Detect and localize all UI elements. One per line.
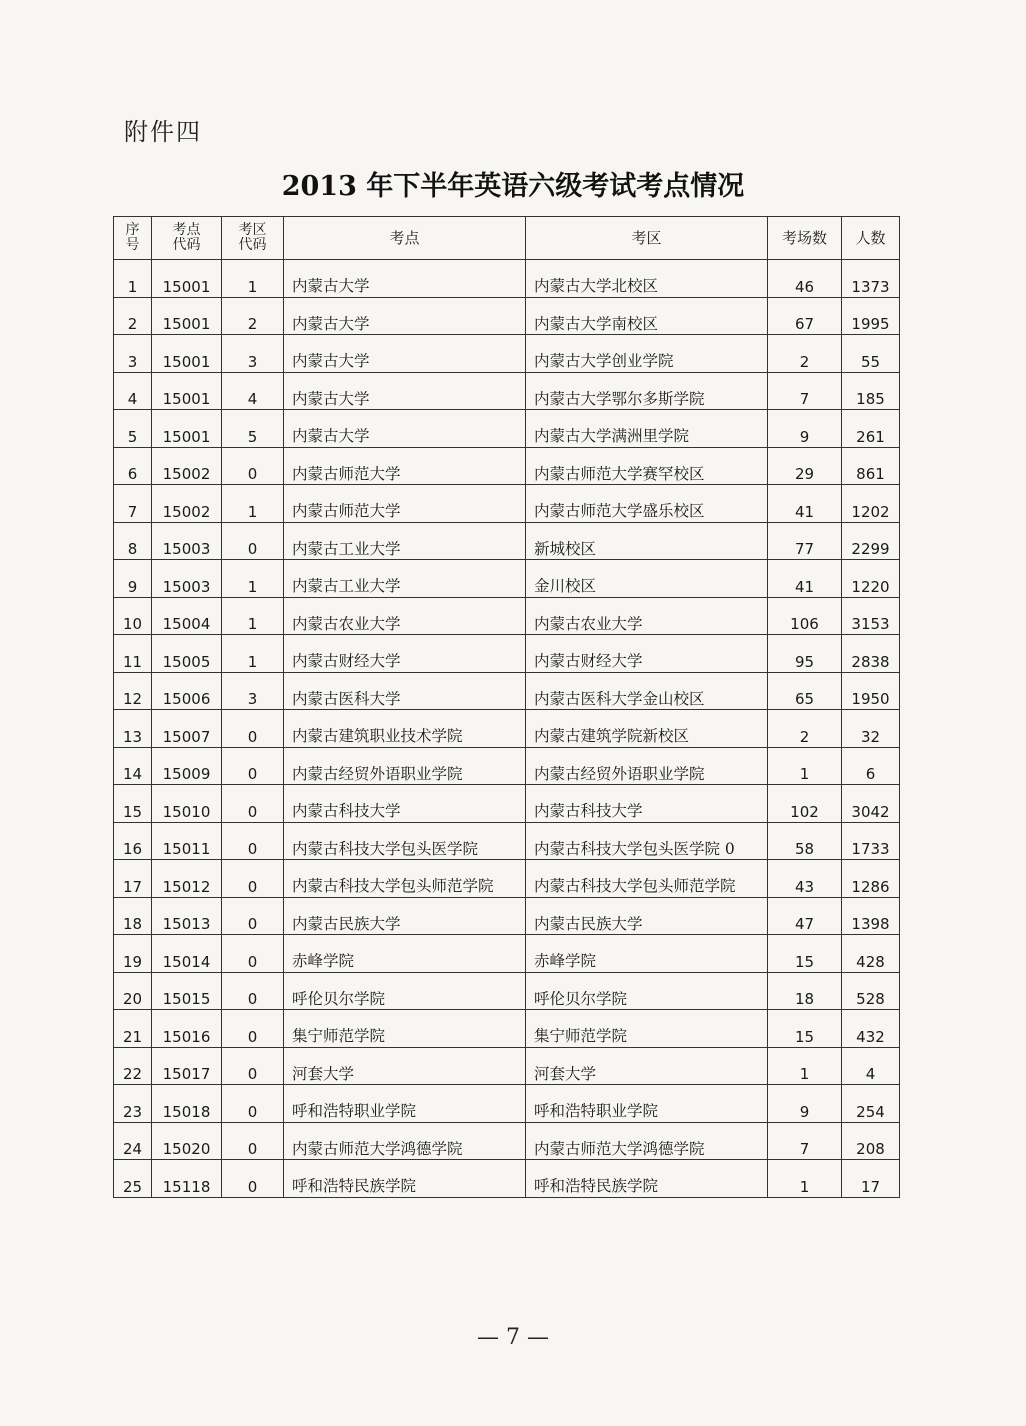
table-row xyxy=(114,560,900,598)
cell-people: 17 xyxy=(842,1160,900,1198)
cell-rooms: 2 xyxy=(768,710,842,748)
cell-area-code: 0 xyxy=(222,447,284,485)
table-row xyxy=(114,597,900,635)
cell-site: 内蒙古大学 xyxy=(284,410,526,448)
table-row xyxy=(114,1010,900,1048)
cell-area: 内蒙古大学鄂尔多斯学院 xyxy=(526,372,768,410)
cell-people: 432 xyxy=(842,1010,900,1048)
table-header-row xyxy=(114,217,900,260)
cell-site-code: 15020 xyxy=(152,1122,222,1160)
cell-area-code: 1 xyxy=(222,635,284,673)
cell-people: 4 xyxy=(842,1047,900,1085)
cell-people: 1733 xyxy=(842,822,900,860)
header-area-code-line1: 考区 xyxy=(238,221,267,238)
cell-area: 赤峰学院 xyxy=(526,935,768,973)
cell-site-code: 15017 xyxy=(152,1047,222,1085)
cell-area: 集宁师范学院 xyxy=(526,1010,768,1048)
cell-rooms: 106 xyxy=(768,597,842,635)
table-row xyxy=(114,410,900,448)
cell-area-code: 1 xyxy=(222,597,284,635)
cell-area: 内蒙古师范大学鸿德学院 xyxy=(526,1122,768,1160)
cell-people: 428 xyxy=(842,935,900,973)
cell-area-code: 0 xyxy=(222,935,284,973)
cell-site: 集宁师范学院 xyxy=(284,1010,526,1048)
cell-seq: 23 xyxy=(114,1085,152,1123)
cell-seq: 10 xyxy=(114,597,152,635)
cell-area: 内蒙古经贸外语职业学院 xyxy=(526,747,768,785)
header-people: 人数 xyxy=(842,217,900,260)
cell-site: 呼伦贝尔学院 xyxy=(284,972,526,1010)
cell-seq: 21 xyxy=(114,1010,152,1048)
cell-seq: 14 xyxy=(114,747,152,785)
cell-area: 呼和浩特民族学院 xyxy=(526,1160,768,1198)
cell-seq: 18 xyxy=(114,897,152,935)
cell-rooms: 15 xyxy=(768,1010,842,1048)
cell-people: 1202 xyxy=(842,485,900,523)
cell-area: 内蒙古科技大学包头医学院 0 xyxy=(526,822,768,860)
cell-rooms: 47 xyxy=(768,897,842,935)
cell-site-code: 15001 xyxy=(152,410,222,448)
cell-area: 内蒙古农业大学 xyxy=(526,597,768,635)
cell-area: 内蒙古科技大学 xyxy=(526,785,768,823)
cell-site-code: 15005 xyxy=(152,635,222,673)
header-area: 考区 xyxy=(526,217,768,260)
cell-rooms: 15 xyxy=(768,935,842,973)
cell-area: 新城校区 xyxy=(526,522,768,560)
cell-area-code: 1 xyxy=(222,260,284,298)
cell-people: 185 xyxy=(842,372,900,410)
cell-rooms: 9 xyxy=(768,410,842,448)
cell-rooms: 9 xyxy=(768,1085,842,1123)
cell-area: 内蒙古师范大学赛罕校区 xyxy=(526,447,768,485)
cell-rooms: 1 xyxy=(768,1160,842,1198)
cell-site: 内蒙古财经大学 xyxy=(284,635,526,673)
cell-people: 1220 xyxy=(842,560,900,598)
cell-area-code: 3 xyxy=(222,335,284,373)
cell-site: 内蒙古科技大学 xyxy=(284,785,526,823)
cell-area: 内蒙古大学满洲里学院 xyxy=(526,410,768,448)
table-row xyxy=(114,897,900,935)
attachment-label: 附件四 xyxy=(124,118,202,146)
cell-site-code: 15018 xyxy=(152,1085,222,1123)
cell-site-code: 15002 xyxy=(152,485,222,523)
table-row xyxy=(114,747,900,785)
cell-area: 河套大学 xyxy=(526,1047,768,1085)
cell-people: 2299 xyxy=(842,522,900,560)
cell-area-code: 4 xyxy=(222,372,284,410)
cell-area: 内蒙古财经大学 xyxy=(526,635,768,673)
cell-rooms: 67 xyxy=(768,297,842,335)
cell-rooms: 43 xyxy=(768,860,842,898)
cell-rooms: 1 xyxy=(768,1047,842,1085)
header-rooms: 考场数 xyxy=(768,217,842,260)
header-area-code xyxy=(222,217,284,260)
cell-people: 55 xyxy=(842,335,900,373)
cell-people: 3153 xyxy=(842,597,900,635)
cell-area-code: 2 xyxy=(222,297,284,335)
cell-area: 呼伦贝尔学院 xyxy=(526,972,768,1010)
table-row xyxy=(114,710,900,748)
cell-rooms: 29 xyxy=(768,447,842,485)
cell-rooms: 102 xyxy=(768,785,842,823)
cell-people: 6 xyxy=(842,747,900,785)
table-row xyxy=(114,1122,900,1160)
cell-site: 内蒙古工业大学 xyxy=(284,522,526,560)
header-seq-line2: 号 xyxy=(125,237,140,253)
cell-rooms: 77 xyxy=(768,522,842,560)
cell-rooms: 58 xyxy=(768,822,842,860)
cell-area-code: 0 xyxy=(222,785,284,823)
header-site-code xyxy=(152,217,222,260)
table-row xyxy=(114,1047,900,1085)
cell-site: 呼和浩特职业学院 xyxy=(284,1085,526,1123)
cell-site: 内蒙古建筑职业技术学院 xyxy=(284,710,526,748)
cell-rooms: 18 xyxy=(768,972,842,1010)
cell-site-code: 15012 xyxy=(152,860,222,898)
cell-site: 内蒙古师范大学 xyxy=(284,447,526,485)
cell-seq: 11 xyxy=(114,635,152,673)
cell-people: 1373 xyxy=(842,260,900,298)
table-body xyxy=(114,260,900,1198)
cell-seq: 13 xyxy=(114,710,152,748)
cell-area: 内蒙古大学北校区 xyxy=(526,260,768,298)
cell-site-code: 15004 xyxy=(152,597,222,635)
cell-seq: 12 xyxy=(114,672,152,710)
cell-people: 861 xyxy=(842,447,900,485)
document-title: 2013 年下半年英语六级考试考点情况 xyxy=(281,171,745,202)
cell-area-code: 0 xyxy=(222,747,284,785)
cell-area-code: 0 xyxy=(222,1085,284,1123)
cell-site-code: 15118 xyxy=(152,1160,222,1198)
cell-rooms: 46 xyxy=(768,260,842,298)
header-site-code-line1: 考点 xyxy=(172,221,201,238)
cell-site: 内蒙古农业大学 xyxy=(284,597,526,635)
cell-site: 内蒙古工业大学 xyxy=(284,560,526,598)
header-seq-line1: 序 xyxy=(125,221,140,238)
cell-area-code: 0 xyxy=(222,860,284,898)
table-row xyxy=(114,335,900,373)
cell-site: 河套大学 xyxy=(284,1047,526,1085)
cell-area-code: 0 xyxy=(222,1010,284,1048)
cell-area-code: 0 xyxy=(222,1047,284,1085)
cell-people: 32 xyxy=(842,710,900,748)
cell-people: 3042 xyxy=(842,785,900,823)
cell-site-code: 15001 xyxy=(152,260,222,298)
cell-site: 呼和浩特民族学院 xyxy=(284,1160,526,1198)
cell-area: 内蒙古师范大学盛乐校区 xyxy=(526,485,768,523)
table-row xyxy=(114,1085,900,1123)
cell-site-code: 15001 xyxy=(152,335,222,373)
cell-site-code: 15010 xyxy=(152,785,222,823)
cell-rooms: 7 xyxy=(768,1122,842,1160)
header-seq xyxy=(114,217,152,260)
cell-rooms: 65 xyxy=(768,672,842,710)
cell-site: 内蒙古民族大学 xyxy=(284,897,526,935)
table-row xyxy=(114,297,900,335)
cell-seq: 22 xyxy=(114,1047,152,1085)
cell-site-code: 15006 xyxy=(152,672,222,710)
cell-site: 内蒙古科技大学包头医学院 xyxy=(284,822,526,860)
cell-seq: 4 xyxy=(114,372,152,410)
table-row xyxy=(114,822,900,860)
table-row xyxy=(114,260,900,298)
table-row xyxy=(114,935,900,973)
cell-rooms: 7 xyxy=(768,372,842,410)
cell-area-code: 0 xyxy=(222,822,284,860)
cell-area-code: 0 xyxy=(222,897,284,935)
cell-area-code: 1 xyxy=(222,560,284,598)
page-number: — 7 — xyxy=(477,1325,549,1350)
cell-site-code: 15007 xyxy=(152,710,222,748)
cell-seq: 16 xyxy=(114,822,152,860)
cell-rooms: 41 xyxy=(768,485,842,523)
cell-area: 内蒙古医科大学金山校区 xyxy=(526,672,768,710)
cell-site: 内蒙古科技大学包头师范学院 xyxy=(284,860,526,898)
cell-seq: 25 xyxy=(114,1160,152,1198)
table-row xyxy=(114,372,900,410)
cell-area-code: 0 xyxy=(222,972,284,1010)
cell-area: 内蒙古建筑学院新校区 xyxy=(526,710,768,748)
cell-site: 内蒙古师范大学鸿德学院 xyxy=(284,1122,526,1160)
cell-people: 528 xyxy=(842,972,900,1010)
cell-rooms: 2 xyxy=(768,335,842,373)
cell-site-code: 15001 xyxy=(152,297,222,335)
cell-site: 内蒙古大学 xyxy=(284,297,526,335)
cell-people: 1995 xyxy=(842,297,900,335)
cell-seq: 19 xyxy=(114,935,152,973)
cell-area: 呼和浩特职业学院 xyxy=(526,1085,768,1123)
cell-area-code: 0 xyxy=(222,710,284,748)
cell-site: 内蒙古大学 xyxy=(284,372,526,410)
cell-seq: 3 xyxy=(114,335,152,373)
cell-area: 内蒙古科技大学包头师范学院 xyxy=(526,860,768,898)
cell-rooms: 41 xyxy=(768,560,842,598)
exam-sites-table xyxy=(113,216,900,1198)
cell-site: 内蒙古大学 xyxy=(284,335,526,373)
cell-seq: 9 xyxy=(114,560,152,598)
cell-seq: 6 xyxy=(114,447,152,485)
table-row xyxy=(114,522,900,560)
cell-site-code: 15016 xyxy=(152,1010,222,1048)
cell-area-code: 0 xyxy=(222,522,284,560)
cell-people: 261 xyxy=(842,410,900,448)
cell-site-code: 15014 xyxy=(152,935,222,973)
cell-rooms: 1 xyxy=(768,747,842,785)
cell-site-code: 15003 xyxy=(152,560,222,598)
table-row xyxy=(114,860,900,898)
cell-site: 内蒙古大学 xyxy=(284,260,526,298)
cell-seq: 1 xyxy=(114,260,152,298)
cell-area: 内蒙古大学创业学院 xyxy=(526,335,768,373)
cell-site-code: 15003 xyxy=(152,522,222,560)
cell-people: 208 xyxy=(842,1122,900,1160)
cell-area-code: 0 xyxy=(222,1122,284,1160)
cell-area: 内蒙古民族大学 xyxy=(526,897,768,935)
cell-area-code: 1 xyxy=(222,485,284,523)
table-row xyxy=(114,1160,900,1198)
cell-seq: 20 xyxy=(114,972,152,1010)
cell-people: 1950 xyxy=(842,672,900,710)
table-row xyxy=(114,635,900,673)
cell-site: 内蒙古师范大学 xyxy=(284,485,526,523)
header-site-code-line2: 代码 xyxy=(172,237,201,253)
cell-area-code: 0 xyxy=(222,1160,284,1198)
cell-site-code: 15009 xyxy=(152,747,222,785)
cell-seq: 5 xyxy=(114,410,152,448)
cell-seq: 8 xyxy=(114,522,152,560)
cell-site-code: 15015 xyxy=(152,972,222,1010)
cell-area: 金川校区 xyxy=(526,560,768,598)
cell-people: 1398 xyxy=(842,897,900,935)
cell-seq: 24 xyxy=(114,1122,152,1160)
cell-people: 254 xyxy=(842,1085,900,1123)
cell-area-code: 5 xyxy=(222,410,284,448)
table-row xyxy=(114,672,900,710)
cell-people: 1286 xyxy=(842,860,900,898)
table-row xyxy=(114,485,900,523)
cell-seq: 17 xyxy=(114,860,152,898)
header-area-code-line2: 代码 xyxy=(238,237,267,253)
cell-seq: 7 xyxy=(114,485,152,523)
cell-site-code: 15001 xyxy=(152,372,222,410)
cell-site-code: 15011 xyxy=(152,822,222,860)
cell-area: 内蒙古大学南校区 xyxy=(526,297,768,335)
cell-site-code: 15013 xyxy=(152,897,222,935)
cell-site-code: 15002 xyxy=(152,447,222,485)
cell-area-code: 3 xyxy=(222,672,284,710)
cell-seq: 2 xyxy=(114,297,152,335)
cell-seq: 15 xyxy=(114,785,152,823)
cell-site: 赤峰学院 xyxy=(284,935,526,973)
table-row xyxy=(114,447,900,485)
table-row xyxy=(114,972,900,1010)
cell-rooms: 95 xyxy=(768,635,842,673)
table-row xyxy=(114,785,900,823)
cell-site: 内蒙古经贸外语职业学院 xyxy=(284,747,526,785)
header-site: 考点 xyxy=(284,217,526,260)
cell-people: 2838 xyxy=(842,635,900,673)
cell-site: 内蒙古医科大学 xyxy=(284,672,526,710)
